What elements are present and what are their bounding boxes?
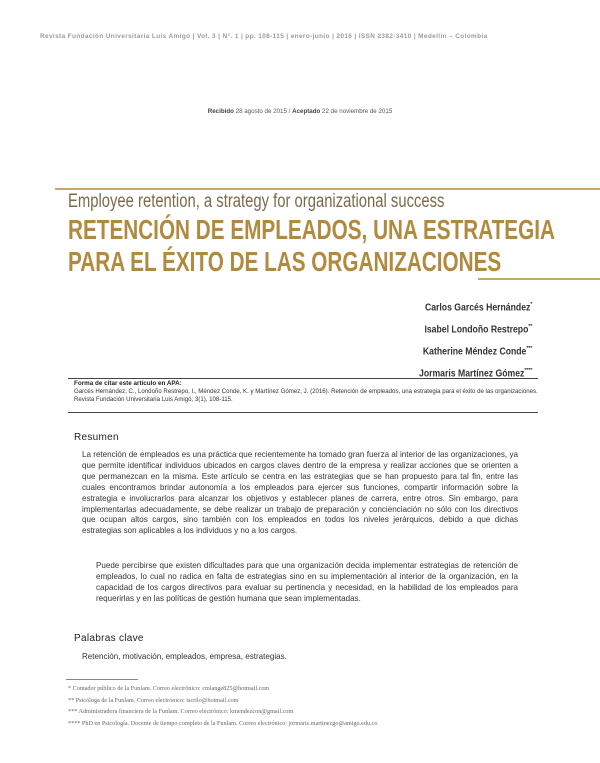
keywords-heading: Palabras clave — [74, 633, 144, 644]
footnote: * Contador público de la Funlam. Correo electrónico: cmlange825@hotmail.com — [68, 685, 270, 692]
author: Carlos Garcés Hernández* — [424, 302, 532, 314]
title-bottom-rule — [478, 278, 600, 280]
title-english: Employee retention, a strategy for organizational success — [68, 191, 445, 212]
title-top-rule — [55, 188, 600, 190]
author: Jormaris Martínez Gómez**** — [418, 367, 532, 380]
author: Isabel Londoño Restrepo** — [424, 323, 532, 336]
footnote: **** PhD en Psicología. Docente de tiempo completo de la Funlam. Correo electrónico: jormaris.martinezgo@amigo.edu.co — [68, 719, 378, 727]
title-spanish-line1: RETENCIÓN DE EMPLEADOS, UNA ESTRATEGIA — [68, 214, 555, 245]
dates-separator: / — [288, 108, 291, 115]
footnote: ** Psicóloga de la Funlam. Correo electrónico: iscrilo@hotmail.com — [68, 696, 239, 704]
abstract-paragraph-2: Puede percibirse que existen dificultades para que una organización decida implementar estrategias de retención de empleados, lo cual no radica en falta de estrategias sino en su implementación al interior de la organización, en la capacidad de los cargos directivos para evaluar su pertinencia y necesidad, en la habilidad de los empleados para requerirlas y en las políticas de gestión humana que sean implementadas. — [96, 561, 518, 603]
accepted-date: 22 de noviembre de 2015 — [322, 108, 393, 115]
title-spanish-line2: PARA EL ÉXITO DE LAS ORGANIZACIONES — [68, 246, 502, 277]
author-list — [399, 296, 532, 384]
abstract-heading: Resumen — [74, 432, 119, 443]
accepted-label: Aceptado — [292, 108, 321, 115]
title-spanish — [68, 214, 555, 278]
abstract-paragraph-1: La retención de empleados es una práctica que recientemente ha tomado gran fuerza al interior de las organizaciones, ya que permite identificar individuos ubicados en cargos claves dentro de la empresa y realizar acciones que se orienten a que permanezcan en la misma. Este artículo se centra en las estrategias que se han propuesto para tal fin, entre las cuales encontramos brindar autonomía a los empleados para ejercer sus funciones, compartir información sobre la estrategia e involucrarlos para alcanzar los objetivos y establecer planes de carrera, entre otros. Sin embargo, para implementarlas adecuadamente, se debe realizar un trabajo de preparación y concienciación no sólo con los directivos que ocupan altos cargos, sino también con los empleados en todos los niveles jerárquicos, debido a que dichas estrategias son aplicables a los individuos y no a los cargos. — [82, 450, 518, 536]
footnote: *** Administradora financiera de la Funlam. Correo electrónico: kmendezcon@gmail.com — [68, 708, 294, 715]
citation-label: Forma de citar este artículo en APA: — [74, 380, 182, 387]
journal-header: Revista Fundación Universitaria Luis Amigó | Vol. 3 | N°. 1 | pp. 108-115 | enero-junio | 2016 | ISSN 2382-3410 | Medellín – Colombia — [40, 33, 488, 40]
received-date: 28 agosto de 2015 — [235, 108, 287, 115]
keywords-text: Retención, motivación, empleados, empresa, estrategias. — [82, 652, 287, 661]
footnote-rule — [66, 679, 138, 680]
received-label: Recibido — [207, 108, 234, 115]
author: Katherine Méndez Conde*** — [422, 345, 532, 358]
citation-text: Garcés Hernández, C., Londoño Restrepo, I., Méndez Conde, K. y Martínez Gómez, J. (2016). Retención de empleados, una estrategia para el éxito de las organizaciones. Revista Fundación Universitaria Luis Amigó, 3(1), 108-115. — [74, 388, 538, 404]
footnotes — [68, 683, 378, 729]
submission-dates — [0, 108, 600, 115]
